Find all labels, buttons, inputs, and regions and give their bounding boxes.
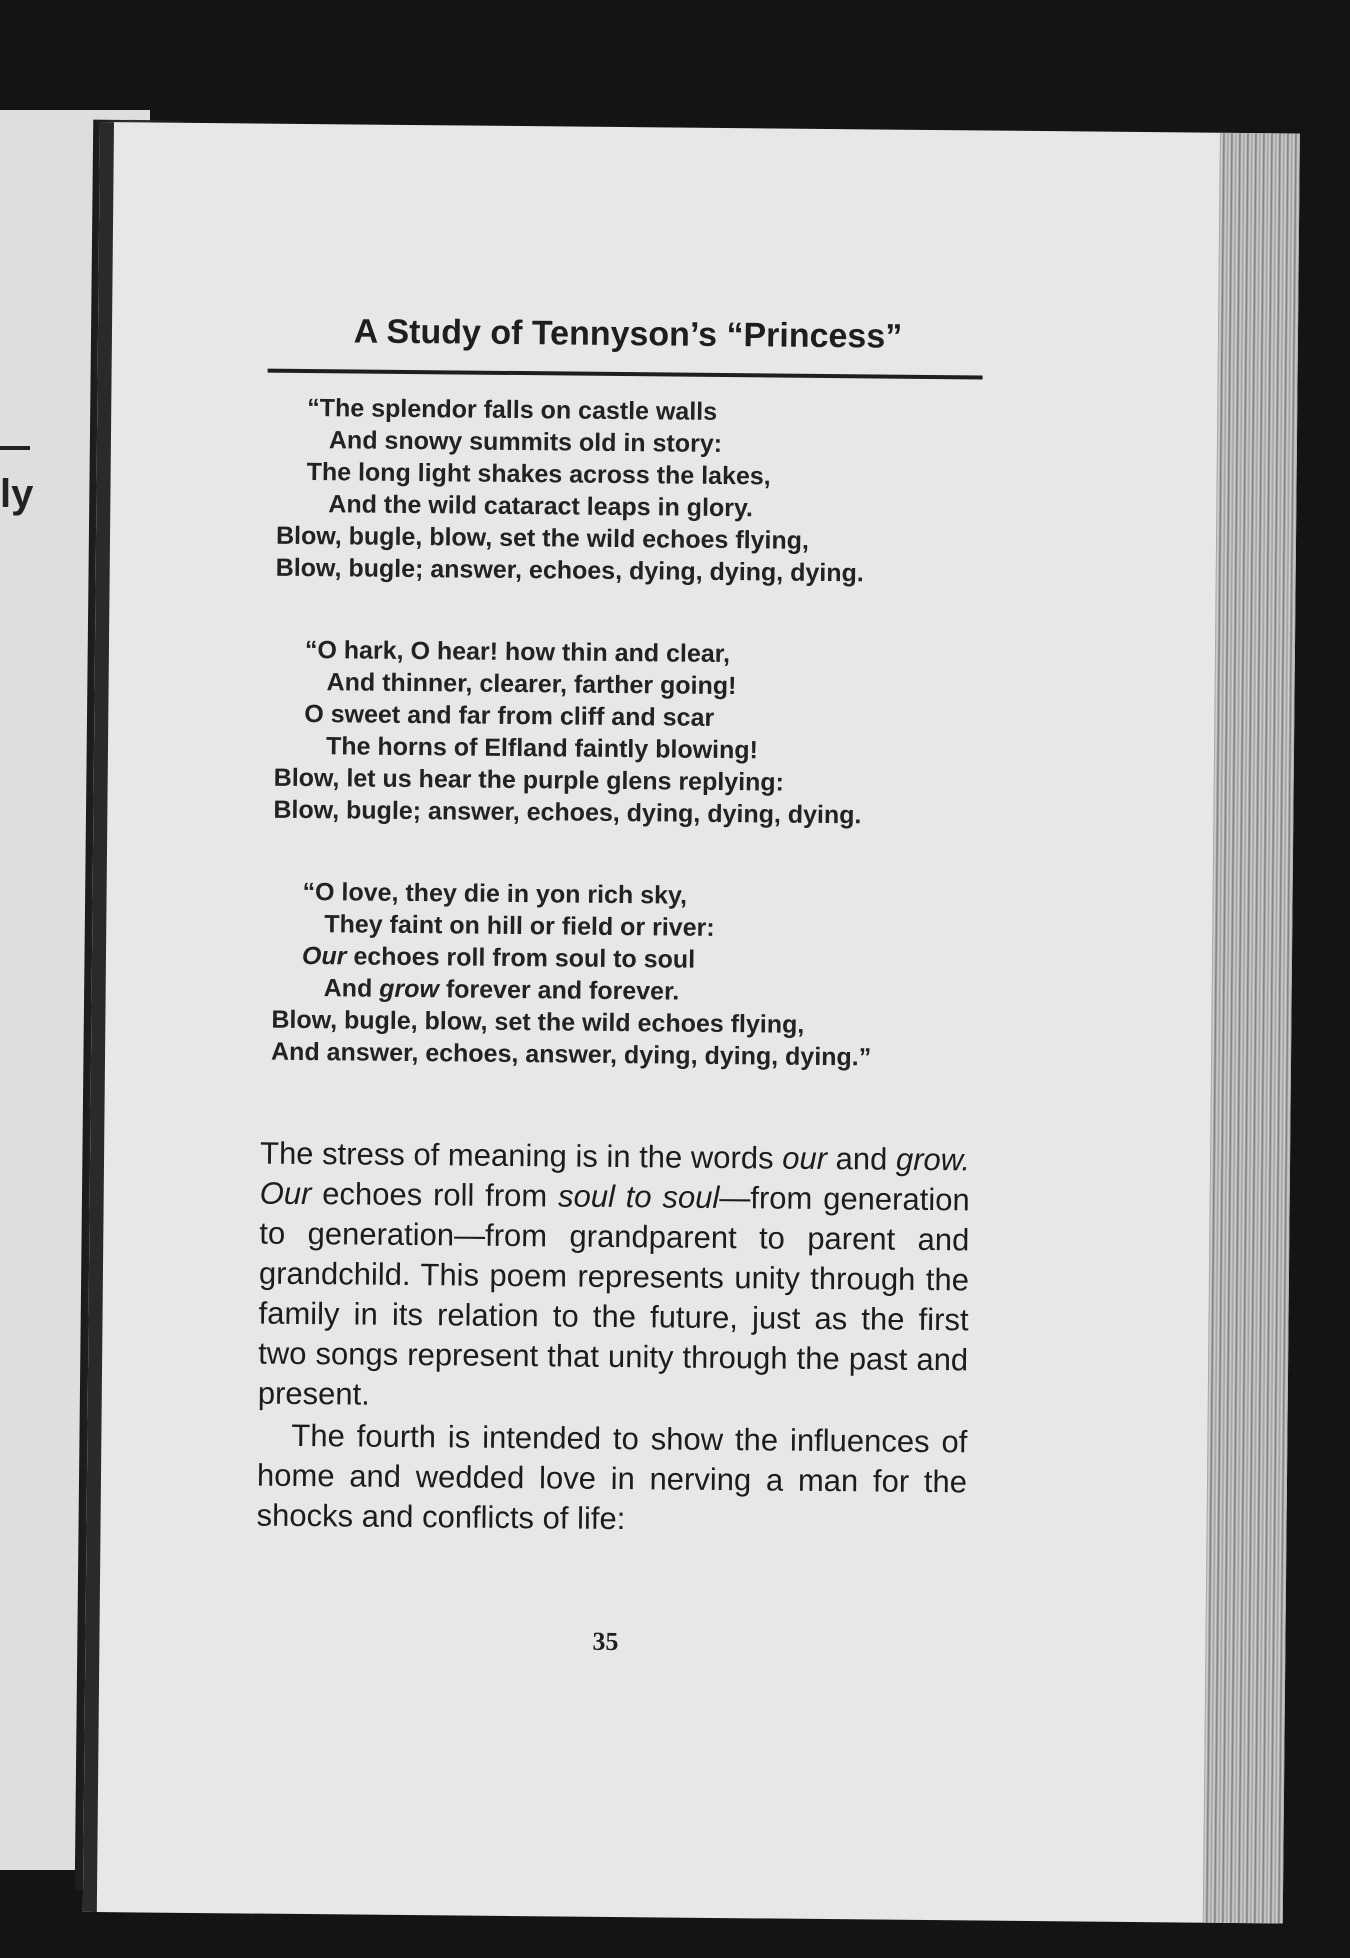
poem-stanza-2 — [273, 634, 995, 833]
book-page — [83, 122, 1300, 1923]
poem-line: “The splendor falls on castle walls — [307, 394, 718, 426]
running-header: A Study of Tennyson’s “Princess” — [353, 312, 903, 356]
poem-line: Blow, bugle, blow, set the wild echoes flying, — [271, 1005, 805, 1039]
prose-paragraph-1 — [258, 1134, 971, 1421]
poem-line: The long light shakes across the lakes, — [306, 458, 771, 491]
prose-text: —from generation to generation—from grandparent to parent and grandchild. This poem represents unity through the family in its relation to the future, just as the first two songs represent that unity through the past and present. — [257, 1179, 970, 1412]
poem-stanza-1 — [276, 392, 998, 591]
poem-line: Blow, bugle; answer, echoes, dying, dying, dying. — [275, 553, 864, 588]
poem-line-text: echoes roll from soul to soul — [353, 942, 696, 974]
poem-line: Blow, let us hear the purple glens replying: — [273, 763, 785, 797]
poem-line: The horns of Elfland faintly blowing! — [325, 732, 759, 765]
left-page-text-fragment: ly — [0, 472, 34, 516]
prose-text: echoes roll from — [311, 1176, 559, 1214]
poem-line: “O love, they die in yon rich sky, — [302, 877, 688, 910]
poem-line-prefix: And — [323, 974, 380, 1003]
italic-word: our — [782, 1140, 828, 1177]
poem-line: O sweet and far from cliff and scar — [304, 699, 715, 732]
italic-word: grow. — [895, 1141, 971, 1178]
italic-word: Our — [259, 1175, 312, 1212]
poem-line: “O hark, O hear! how thin and clear, — [304, 635, 731, 669]
prose-text: The stress of meaning is in the words — [259, 1135, 783, 1176]
italic-word: Our — [301, 941, 347, 971]
poem-stanza-3 — [271, 876, 993, 1075]
poem-line: And answer, echoes, answer, dying, dying, dying.” — [270, 1037, 872, 1072]
poem-line: And thinner, clearer, farther going! — [326, 668, 737, 701]
page-number: 35 — [592, 1626, 619, 1657]
prose-body — [256, 1134, 970, 1543]
poem-line: Blow, bugle, blow, set the wild echoes flying, — [275, 521, 810, 555]
prose-paragraph-2: The fourth is intended to show the influences of home and wedded love in nerving a man for the shocks and conflicts of life: — [256, 1417, 968, 1537]
poem-line: They faint on hill or field or river: — [324, 910, 715, 942]
poem-line-text: forever and forever. — [445, 975, 680, 1006]
header-rule — [268, 369, 983, 380]
poem-line: And the wild cataract leaps in glory. — [328, 490, 754, 523]
prose-text: and — [826, 1141, 897, 1177]
poem-line: And snowy summits old in story: — [328, 426, 723, 458]
poem-line: Blow, bugle; answer, echoes, dying, dying, dying. — [273, 795, 862, 830]
page-edges — [1203, 133, 1300, 1924]
italic-word: grow — [379, 974, 440, 1004]
left-page-rule — [0, 446, 30, 450]
italic-word: soul to soul — [557, 1178, 720, 1215]
